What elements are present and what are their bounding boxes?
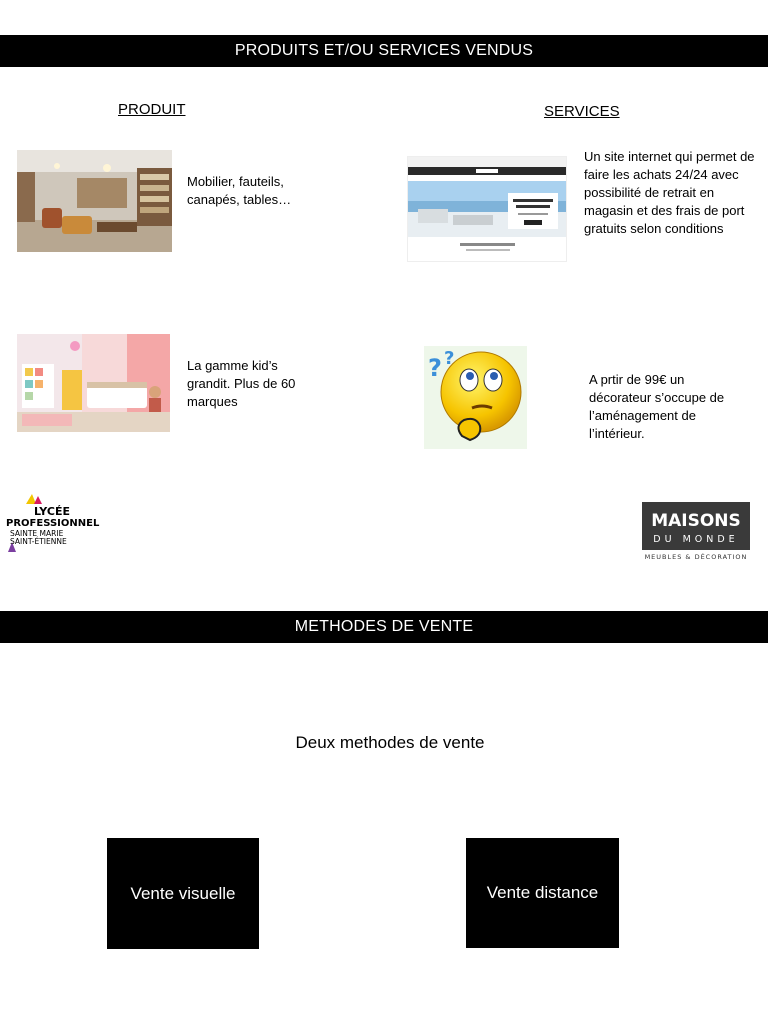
maisons-du-monde-logo xyxy=(640,502,754,562)
section-header-products-services: PRODUITS ET/OU SERVICES VENDUS xyxy=(0,35,768,67)
website-screenshot xyxy=(407,156,567,262)
services-column-title: SERVICES xyxy=(544,103,620,120)
brand-logo-line2: DU MONDE xyxy=(653,534,739,545)
school-logo-line4: SAINT-ÉTIENNE xyxy=(10,537,67,546)
service-description-website: Un site internet qui permet de faire les achats 24/24 avec possibilité de retrait en magasin et des frais de port gratuits selon conditions xyxy=(584,149,755,236)
school-logo-line3: SAINTE MARIE xyxy=(10,529,64,538)
product-description-kids: La gamme kid’s grandit. Plus de 60 marques xyxy=(187,358,296,409)
kids-room-photo xyxy=(17,334,170,432)
furniture-showroom-photo xyxy=(17,150,172,252)
brand-logo-tagline: MEUBLES & DÉCORATION xyxy=(644,553,748,561)
service-description-decorator: A prtir de 99€ un décorateur s’occupe de l’aménagement de l’intérieur. xyxy=(589,372,725,441)
sales-method-distance xyxy=(466,838,619,948)
school-logo-line2: PROFESSIONNEL xyxy=(6,518,100,529)
brand-logo-line1: MAISONS xyxy=(651,511,741,531)
school-logo xyxy=(6,490,104,552)
sales-method-visual xyxy=(107,838,259,949)
sales-methods-intro: Deux methodes de vente xyxy=(295,733,485,752)
thinking-face-icon xyxy=(424,346,527,449)
products-column-title: PRODUIT xyxy=(118,101,186,118)
product-description-furniture: Mobilier, fauteils, canapés, tables… xyxy=(187,174,292,207)
svg-text:?: ? xyxy=(444,348,455,369)
svg-text:?: ? xyxy=(428,354,442,382)
sales-method-visual-label: Vente visuelle xyxy=(130,883,236,903)
school-logo-line1: LYCÉE xyxy=(34,505,70,518)
sales-method-distance-label: Vente distance xyxy=(486,883,599,902)
section-header-sales-methods: METHODES DE VENTE xyxy=(0,611,768,643)
